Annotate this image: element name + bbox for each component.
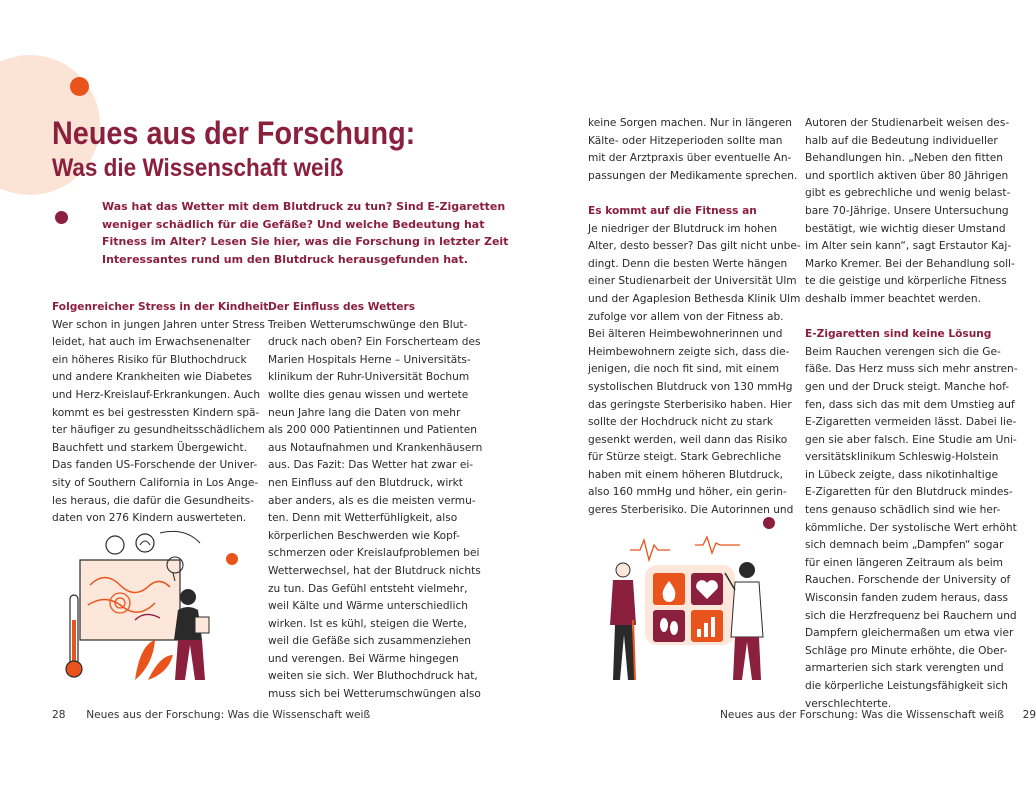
text-line: schmerzen oder Kreislaufproblemen bei	[268, 547, 480, 560]
text-line: mit der Arztpraxis über eventuelle An-	[588, 152, 792, 165]
text-line: gen und der Druck steigt. Manche hof-	[805, 380, 1010, 393]
text-line: jenigen, die noch fit sind, mit einem	[588, 363, 780, 376]
text-line: klinikum der Ruhr-Universität Bochum	[268, 371, 470, 384]
text-line: zu tun. Das Gefühl entsteht vielmehr,	[268, 582, 468, 595]
text-line: sollte der Hochdruck nicht zu stark	[588, 416, 774, 429]
text-line: Beim Rauchen verengen sich die Ge-	[805, 345, 1001, 358]
text-line: gen sie aber falsch. Eine Studie am Uni-	[805, 433, 1017, 446]
text-line: für Stürze steigt. Stark Gebrechliche	[588, 451, 782, 464]
text-line: daten von 276 Kindern auswerteten.	[52, 512, 247, 525]
text-line: nen Einfluss auf den Blutdruck, wirkt	[268, 476, 463, 489]
page-title	[52, 116, 456, 183]
text-line: bare 70-Jährige. Unsere Untersuchung	[805, 204, 1009, 217]
text-line: aber anders, als es die meisten vermu-	[268, 494, 476, 507]
text-line: für einen längeren Zeitraum als beim	[805, 556, 1004, 569]
text-line: Wer schon in jungen Jahren unter Stress	[52, 318, 265, 331]
text-line: und sportlich aktiven über 80 Jährigen	[805, 169, 1009, 182]
text-line: in Lübeck zeigte, dass nikotinhaltige	[805, 468, 998, 481]
text-line: und Herz-Kreislauf-Erkrankungen. Auch	[52, 388, 261, 401]
text-line: neun Jahre lang die Daten von mehr	[268, 406, 461, 419]
text-line: kommt es bei gestressten Kindern spä-	[52, 406, 260, 419]
text-line: les heraus, die dafür die Gesundheits-	[52, 494, 254, 507]
text-line: kömmliche. Der systolische Wert erhöht	[805, 521, 1017, 534]
footer-left	[52, 709, 370, 721]
text-line: verschlechterte.	[805, 697, 892, 710]
text-line: aus Notaufnahmen und Krankenhäusern	[268, 441, 483, 454]
weather-map-illustration	[60, 525, 250, 685]
text-line: Behandlungen hin. „Neben den fitten	[805, 152, 1004, 165]
page-number-left: 28	[52, 709, 66, 721]
lead-line: Was hat das Wetter mit dem Blutdruck zu tun? Sind E-Zigaretten	[102, 200, 506, 213]
text-line: Bei älteren Heimbewohnerinnen und	[588, 328, 783, 341]
text-line: dingt. Denn die besten Werte hängen	[588, 257, 788, 270]
text-line: die körperliche Leistungsfähigkeit sich	[805, 680, 1008, 692]
text-line: Wisconsin fanden zudem heraus, dass	[805, 592, 1009, 605]
text-line: das geringste Sterberisiko haben. Hier	[588, 398, 792, 411]
text-line: sich demnach beim „Dampfen“ sogar	[805, 539, 1004, 552]
column-weather	[268, 299, 482, 704]
text-line: deshalb immer beachtet werden.	[805, 292, 981, 305]
decorative-dot-maroon	[55, 211, 68, 224]
text-line: Je niedriger der Blutdruck im hohen	[588, 222, 778, 235]
text-line: und verengen. Bei Wärme hingegen	[268, 652, 459, 665]
text-line: ter häufiger zu gesundheitsschädlichem	[52, 424, 265, 437]
text-line: aus. Das Fazit: Das Wetter hat zwar ei-	[268, 459, 474, 472]
text-line: und andere Krankheiten wie Diabetes	[52, 371, 253, 384]
text-line: E-Zigaretten für den Blutdruck mindes-	[805, 486, 1013, 499]
text-line: Dampfern gleichermaßen um etwa vier	[805, 627, 1014, 640]
text-line: weil die Gefäße sich zusammenziehen	[268, 635, 471, 648]
section-heading-weather: Der Einfluss des Wetters	[268, 301, 416, 313]
text-line: sich die Herzfrequenz bei Rauchern und	[805, 609, 1017, 622]
text-line: also 160 mmHg und höher, ein gerin-	[588, 486, 787, 499]
text-line: und der Agaplesion Bethesda Klinik Ulm	[588, 292, 801, 305]
text-line: druck nach oben? Ein Forscherteam des	[268, 336, 481, 349]
text-line: versitätsklinikum Schleswig-Holstein	[805, 451, 999, 464]
text-line: wirken. Ist es kühl, steigen die Werte,	[268, 617, 467, 630]
text-line: fäße. Das Herz muss sich mehr anstren-	[805, 363, 1018, 376]
text-line: zufolge vor allem von der Fitness ab.	[588, 310, 784, 323]
section-heading-stress: Folgenreicher Stress in der Kindheit	[52, 301, 269, 313]
text-line: körperlichen Beschwerden wie Kopf-	[268, 529, 460, 542]
text-line: te die geistige und körperliche Fitness	[805, 275, 1007, 288]
text-line: leidet, hat auch im Erwachsenenalter	[52, 336, 251, 349]
column-ecig	[805, 115, 1018, 713]
decorative-dot-orange	[70, 77, 89, 96]
text-line: haben mit einem höheren Blutdruck,	[588, 468, 784, 481]
column-fitness	[588, 115, 801, 520]
text-line: Das fanden US-Forschende der Univer-	[52, 459, 258, 472]
lead-line: Interessantes rund um den Blutdruck herausgefunden hat.	[102, 252, 468, 266]
text-line: keine Sorgen machen. Nur in längeren	[588, 117, 792, 129]
section-heading-ecig: E-Zigaretten sind keine Lösung	[805, 328, 992, 341]
lead-paragraph	[102, 198, 509, 268]
text-line: gibt es gebrechliche und wenig belast-	[805, 187, 1011, 200]
footer-right	[720, 709, 1036, 721]
text-line: tens genauso schädlich sind wie her-	[805, 504, 1001, 517]
text-line: als 200 000 Patientinnen und Patienten	[268, 424, 477, 437]
text-line: armarterien sich stark verengten und	[805, 662, 1004, 675]
section-heading-fitness: Es kommt auf die Fitness an	[588, 204, 757, 217]
text-line: bestätigt, wie wichtig dieser Umstand	[805, 222, 1006, 235]
text-line: ten. Denn mit Wetterfühligkeit, also	[268, 512, 458, 525]
column-stress	[52, 299, 268, 528]
text-line: Schläge pro Minute erhöhte, die Ober-	[805, 644, 1008, 657]
text-line: Treiben Wetterumschwünge den Blut-	[268, 318, 468, 331]
text-line: systolischen Blutdruck von 130 mmHg	[588, 380, 793, 393]
text-line: weiten sie sich. Wer Bluthochdruck hat,	[268, 670, 478, 683]
text-line: wollte dies genau wissen und wertete	[268, 388, 469, 401]
text-line: ein höheres Risiko für Bluthochdruck	[52, 353, 247, 366]
text-line: gesenkt werden, weil dann das Risiko	[588, 433, 788, 446]
text-line: muss sich bei Wetterumschwüngen also	[268, 688, 481, 701]
text-line: Bauchfett und starkem Übergewicht.	[52, 441, 248, 454]
text-line: Heimbewohnern zeigte sich, dass die-	[588, 345, 790, 358]
text-line: Marien Hospitals Herne – Universitäts-	[268, 353, 471, 366]
text-line: im Alter sein kann“, sagt Erstautor Kaj-	[805, 240, 1012, 253]
fitness-health-illustration	[595, 525, 785, 685]
page-title-line1: Neues aus der Forschung:	[52, 115, 416, 151]
text-line: halb auf die Bedeutung individueller	[805, 134, 998, 147]
text-line: sity of Southern California in Los Ange-	[52, 476, 259, 489]
lead-line: weniger schädlich für die Gefäße? Und welche Bedeutung hat	[102, 217, 485, 231]
text-line: geres Sterberisiko. Die Autorinnen und	[588, 504, 794, 517]
page-number-right: 29	[1022, 709, 1036, 721]
text-line: Rauchen. Forschende der University of	[805, 574, 1011, 587]
running-title-right: Neues aus der Forschung: Was die Wissenschaft weiß	[720, 709, 1004, 721]
running-title-left: Neues aus der Forschung: Was die Wissenschaft weiß	[86, 709, 371, 721]
text-line: einer Studienarbeit der Universität Ulm	[588, 275, 797, 288]
text-line: Wetterwechsel, hat der Blutdruck nichts	[268, 564, 481, 577]
text-line: fen, dass sich das mit dem Umstieg auf	[805, 398, 1015, 411]
lead-line: Fitness im Alter? Lesen Sie hier, was die Forschung in letzter Zeit	[102, 235, 509, 249]
text-line: E-Zigaretten vermeiden lässt. Dabei lie-	[805, 416, 1017, 429]
text-line: Autoren der Studienarbeit weisen des-	[805, 117, 1010, 129]
text-line: weil Kälte und Wärme unterschiedlich	[268, 600, 468, 613]
text-line: passungen der Medikamente sprechen.	[588, 169, 798, 182]
text-line: Kälte- oder Hitzeperioden sollte man	[588, 134, 783, 147]
text-line: Alter, desto besser? Das gilt nicht unbe-	[588, 240, 801, 253]
page-title-line2: Was die Wissenschaft weiß	[52, 154, 344, 183]
text-line: Marko Kremer. Bei der Behandlung soll-	[805, 257, 1015, 270]
